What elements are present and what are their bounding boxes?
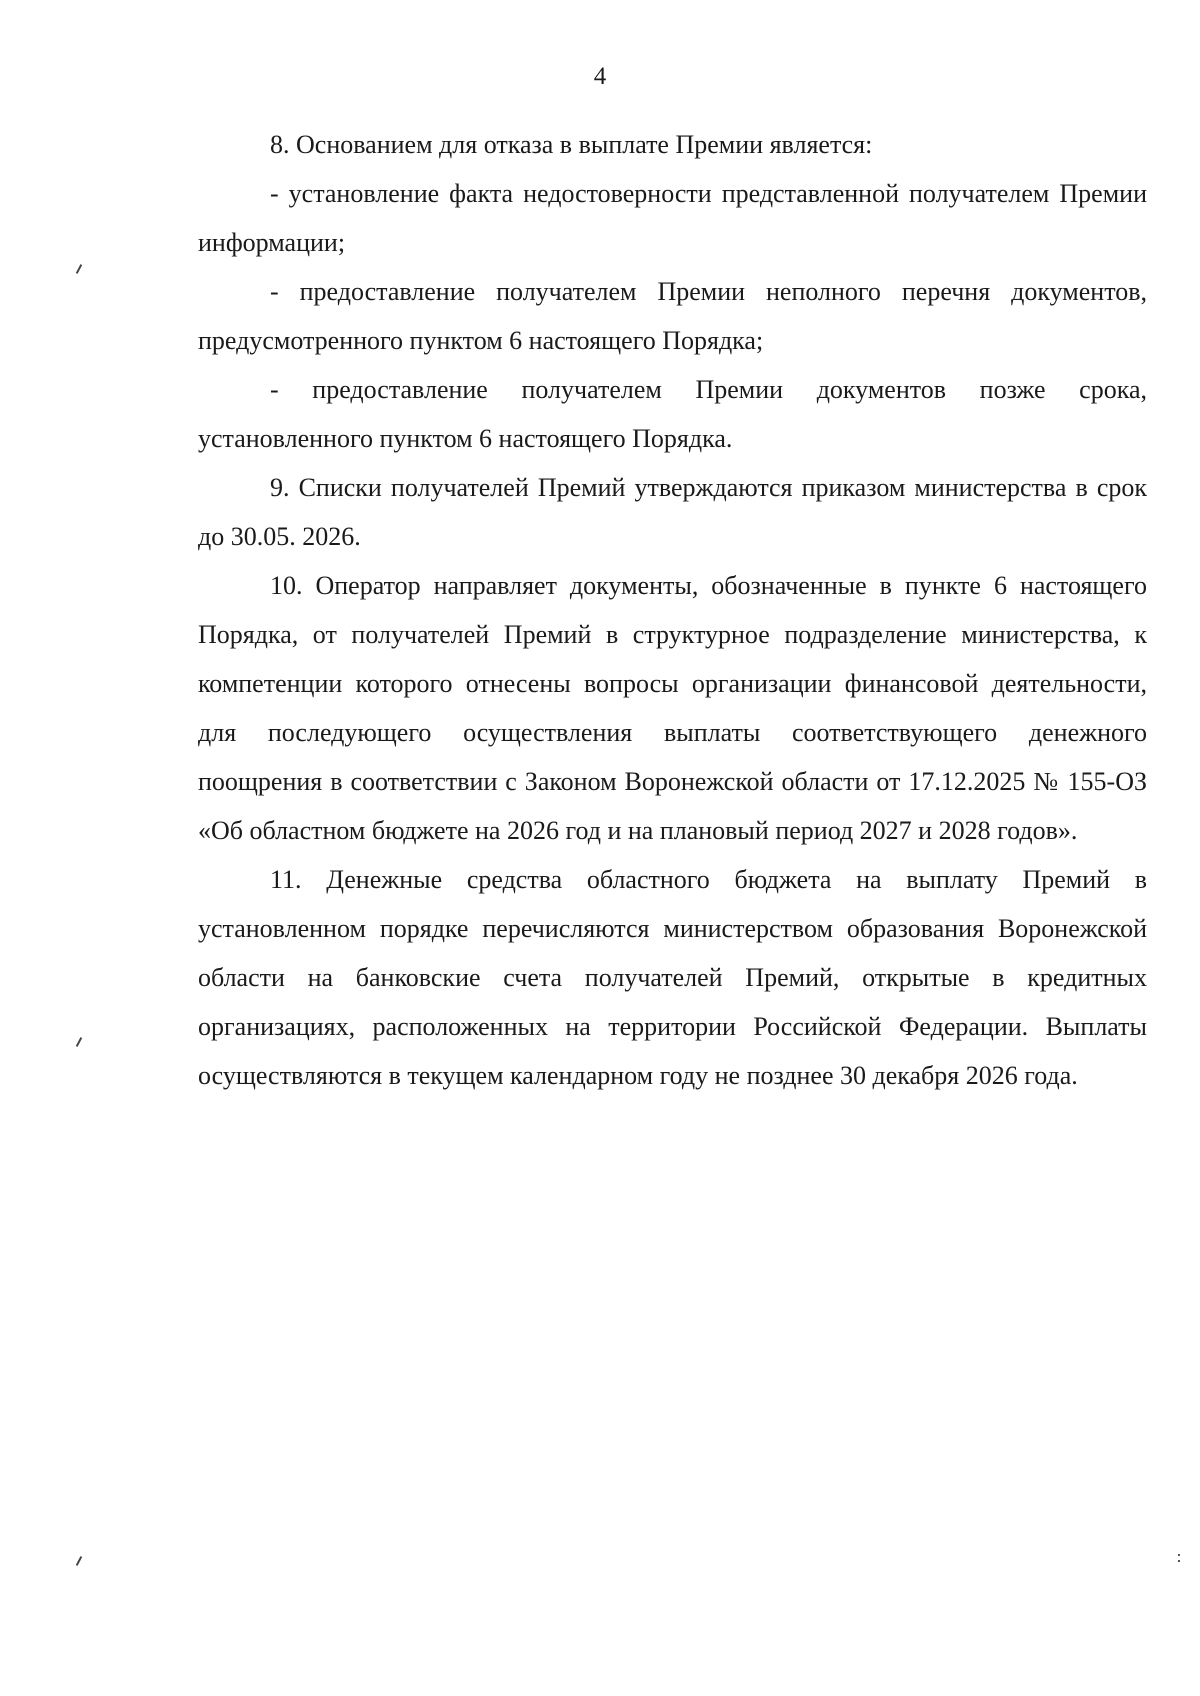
- paragraph-8-item-2: - предоставление получателем Премии неполного перечня документов, предусмотренного пунктом 6 настоящего Порядка;: [198, 277, 1147, 355]
- paragraph-10: 10. Оператор направляет документы, обозначенные в пункте 6 настоящего Порядка, от получателей Премий в структурное подразделение министерства, к компетенции которого отнесены вопросы организации финансовой деятельности, для последующего осуществления выплаты соответствующего денежного поощрения в соответствии с Законом Воронежской области от 17.12.2025 № 155-ОЗ «Об областном бюджете на 2026 год и на плановый период 2027 и 2028 годов».: [198, 571, 1147, 845]
- document-body: [198, 120, 1147, 1100]
- paragraph-8-item-3: - предоставление получателем Премии документов позже срока, установленного пунктом 6 настоящего Порядка.: [198, 375, 1147, 453]
- scan-artifact-mark: [76, 264, 82, 274]
- page-number: 4: [593, 63, 607, 90]
- paragraph-8-item-1: - установление факта недостоверности представленной получателем Премии информации;: [198, 179, 1147, 257]
- paragraph-8: 8. Основанием для отказа в выплате Премии является:: [270, 130, 873, 159]
- paragraph-9: 9. Списки получателей Премий утверждаются приказом министерства в срок до 30.05. 2026.: [198, 473, 1147, 551]
- scan-artifact-dot: [1178, 1560, 1180, 1562]
- scan-artifact-mark: [76, 1556, 82, 1566]
- paragraph-11: 11. Денежные средства областного бюджета на выплату Премий в установленном порядке перечисляются министерством образования Воронежской области на банковские счета получателей Премий, открытые в кредитных организациях, расположенных на территории Российской Федерации. Выплаты осуществляются в текущем календарном году не позднее 30 декабря 2026 года.: [198, 865, 1147, 1090]
- scan-artifact-dot: [1178, 1554, 1180, 1556]
- scan-artifact-mark: [76, 1037, 82, 1047]
